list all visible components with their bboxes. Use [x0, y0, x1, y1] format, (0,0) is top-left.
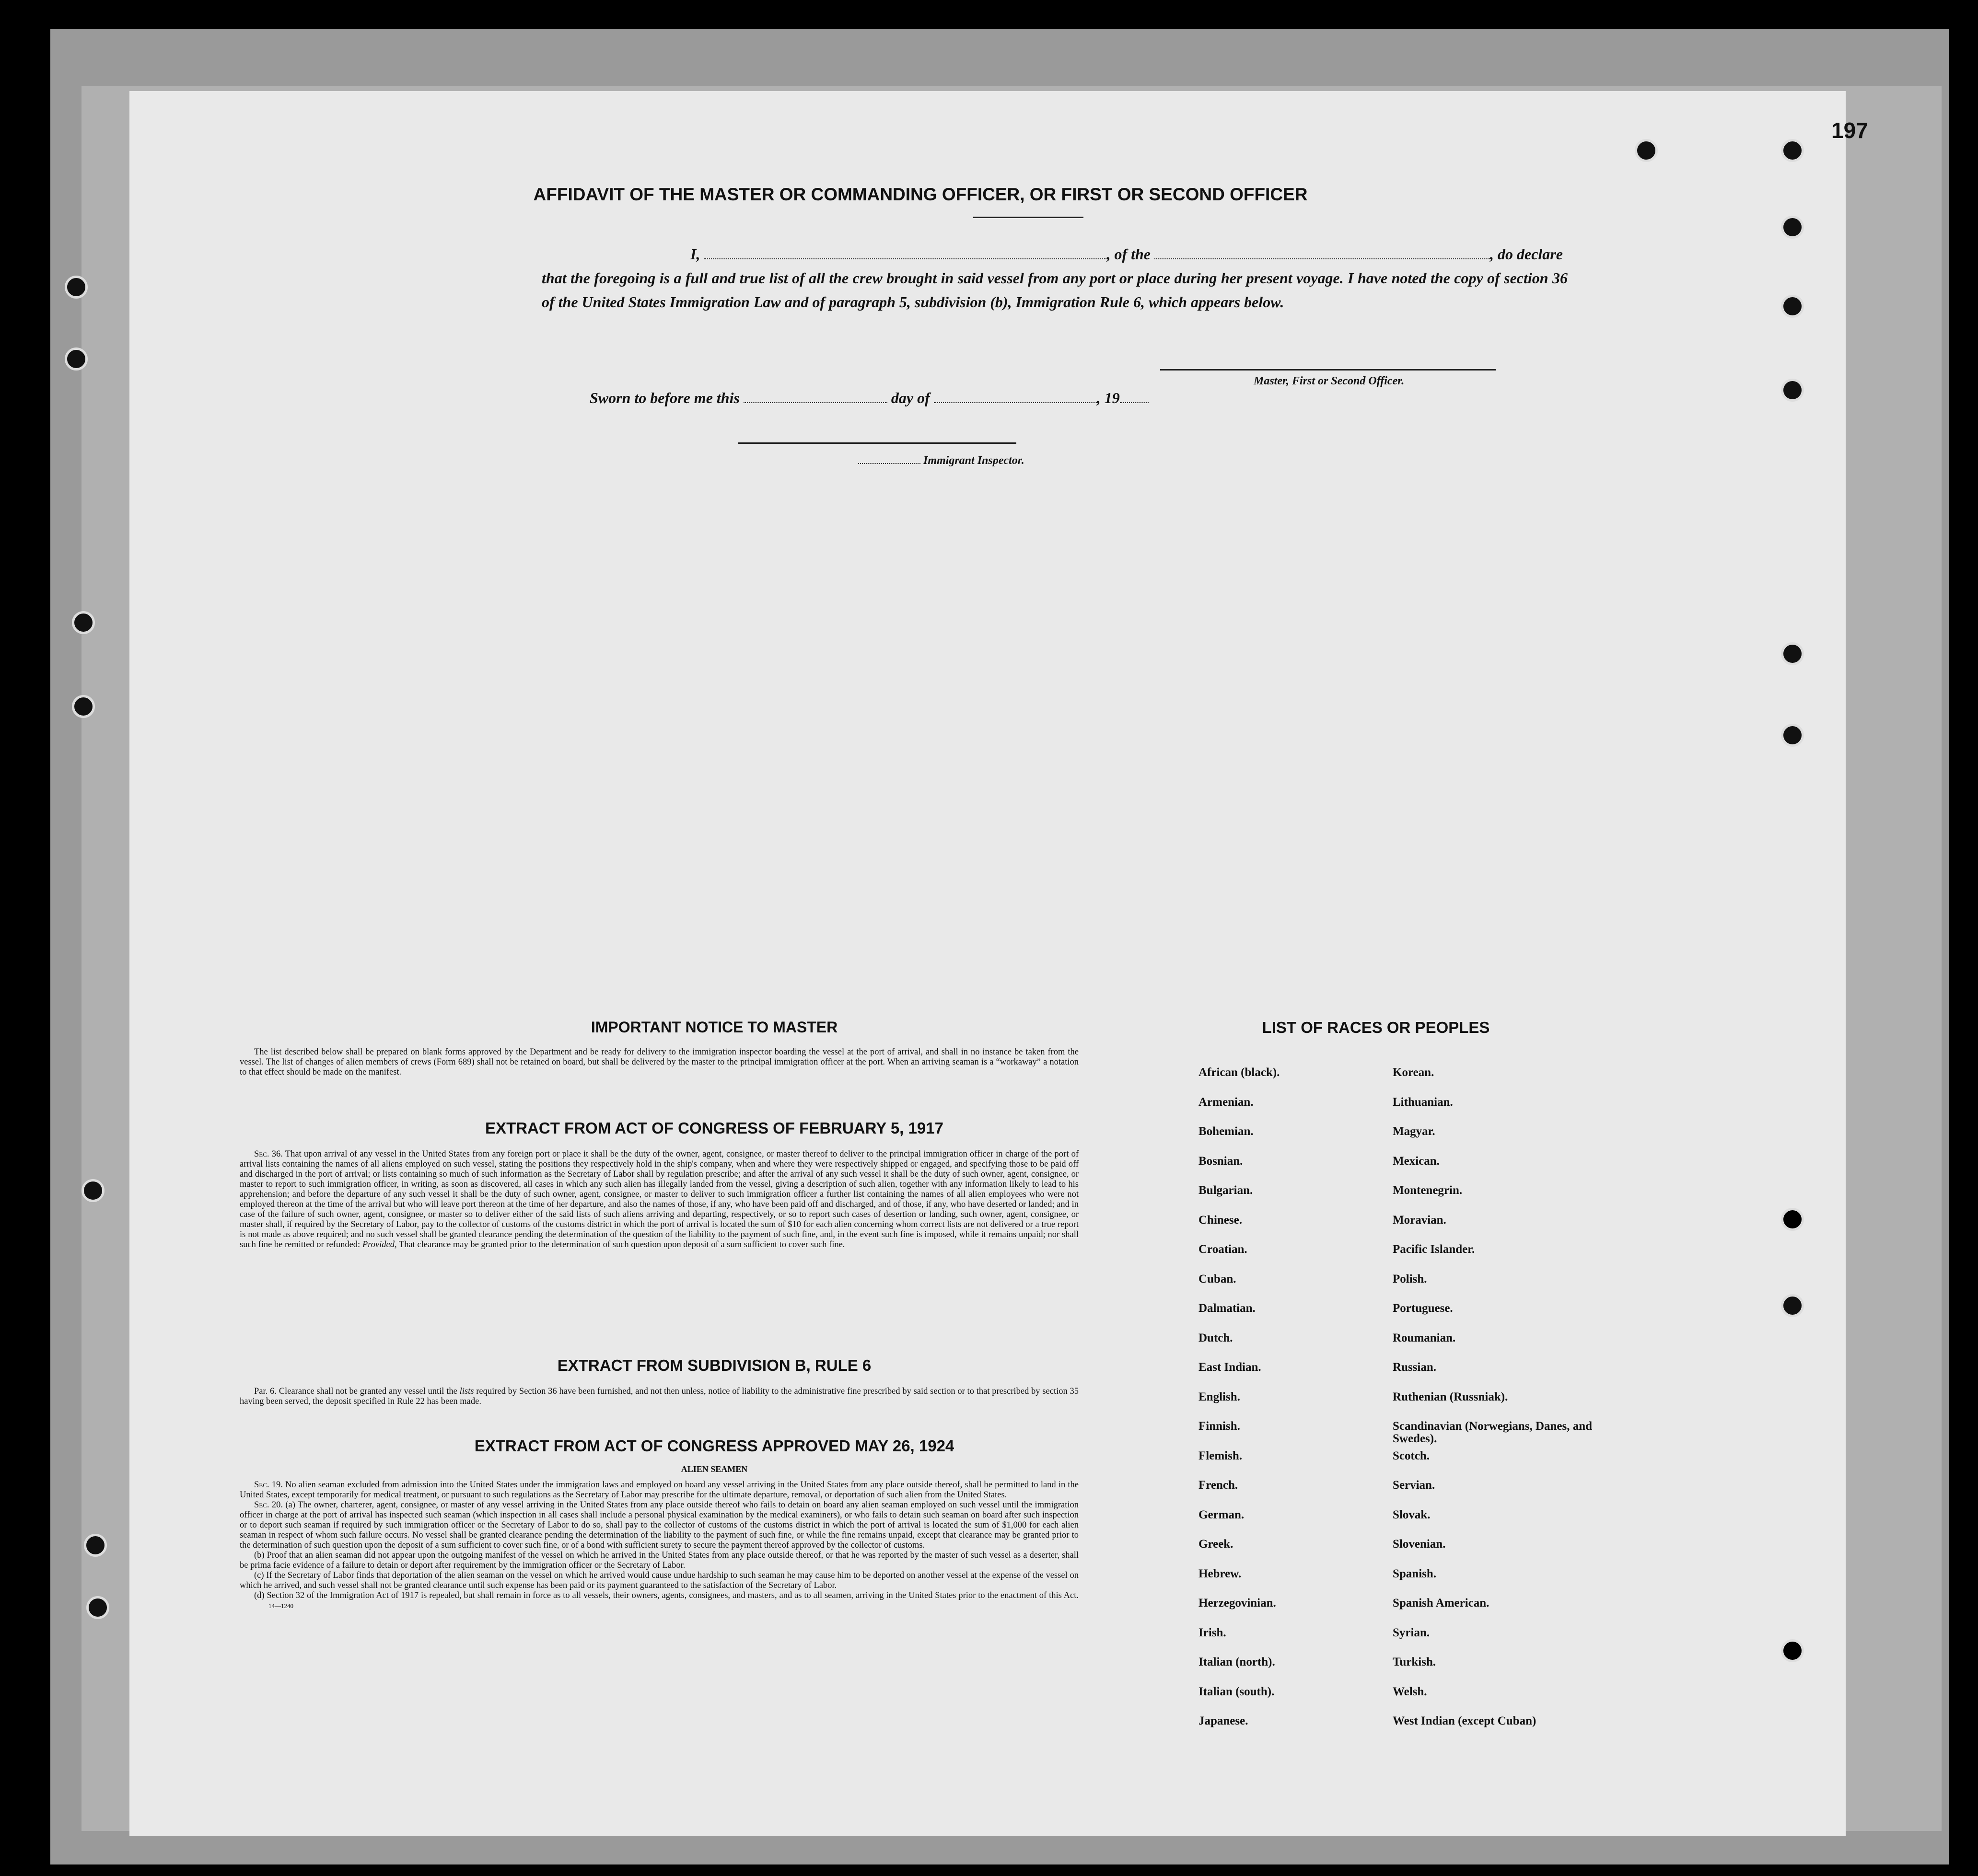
punch-hole [1781, 379, 1804, 402]
section-20d-text: (d) Section 32 of the Immigration Act of 1917 is repealed, but shall remain in force as to all vessels, their owners, agents, consignees, and masters, and as to all seamen, arriving in the United States prior to the enactment of this Act. [254, 1591, 1079, 1600]
inspector-label [858, 454, 1024, 467]
rule6-text-b: required by Section 36 have been furnished, and not then unless, notice of liability to the administrative fine prescribed by said section or to that prescribed by section 35 having been served, the deposit specified in Rule 22 has been made. [240, 1387, 1079, 1406]
section-20-label: Sec. 20. [254, 1500, 283, 1510]
sworn-month-field[interactable] [934, 402, 1097, 403]
extract-1917-text [240, 1149, 1079, 1250]
section-36-text-end: That clearance may be granted prior to the determination of such question upon deposit of a sum sufficient to cover such fine. [398, 1240, 845, 1250]
race-item: Servian. [1393, 1479, 1435, 1492]
race-item: Scandinavian (Norwegians, Danes, and Swedes). [1393, 1420, 1593, 1445]
punch-hole [1781, 642, 1804, 665]
race-item: Ruthenian (Russniak). [1393, 1390, 1508, 1403]
section-20a-text: (a) The owner, charterer, agent, consignee, or master of any vessel arriving in the United States from any place outside thereof who fails to detain on board any alien seaman employed on such vessel until the immigration officer in charge at the port of arrival has inspected such seaman (which inspection in all cases shall include a personal physical examination by the medical examiners), or who fails to detain such seaman on board after such inspection or to deport such seaman if required by such immigration officer or the Secretary of Labor to do so, shall pay to the collector of customs of the customs district in which the port of arrival is located the sum of $1,000 for each alien seaman in respect of whom such failure occurs. No vessel shall be granted clearance pending the determination of the liability to the payment of such fine, or while the fine remains unpaid, except that clearance may be granted prior to the determination of such question upon the deposit of a sum sufficient to cover such fine, or of a bond with sufficient surety to secure the payment thereof approved by the collector of customs. [240, 1500, 1079, 1550]
race-item: Korean. [1393, 1066, 1434, 1079]
race-item: East Indian. [1198, 1361, 1261, 1374]
punch-hole [1781, 1208, 1804, 1231]
section-19-text: No alien seaman excluded from admission into the United States under the immigration laws and employed on board any vessel arriving in the United States from any place outside thereof, shall be permitted to land in the United States, except temporarily for medical treatment, or pursuant to such regulations as the Secretary of Labor may prescribe for the ultimate departure, removal, or deportation of such alien from the United States. [240, 1480, 1079, 1500]
race-item: Turkish. [1393, 1656, 1436, 1668]
race-item: English. [1198, 1390, 1240, 1403]
inspector-dotted-lead [858, 463, 920, 464]
punch-hole [1781, 216, 1804, 239]
provided-label: Provided, [362, 1240, 397, 1250]
race-item: African (black). [1198, 1066, 1280, 1079]
race-item: Greek. [1198, 1538, 1233, 1551]
race-item: French. [1198, 1479, 1238, 1492]
race-item: Spanish American. [1393, 1597, 1489, 1610]
race-item: Irish. [1198, 1626, 1226, 1639]
race-item: Bohemian. [1198, 1125, 1254, 1138]
race-item: Pacific Islander. [1393, 1243, 1475, 1256]
notice-title: IMPORTANT NOTICE TO MASTER [591, 1019, 838, 1036]
binder-hole [72, 695, 95, 718]
race-item: Croatian. [1198, 1243, 1247, 1256]
race-item: Mexican. [1393, 1154, 1440, 1168]
declarant-prefix: I, [690, 245, 700, 263]
vessel-name-field[interactable] [1154, 258, 1490, 259]
punch-hole [1781, 1294, 1804, 1317]
binder-hole [72, 611, 95, 634]
race-item: Portuguese. [1393, 1302, 1453, 1315]
race-item: Italian (north). [1198, 1656, 1275, 1668]
races-column-2 [1393, 1066, 1594, 1745]
sworn-day-of: day of [891, 389, 930, 406]
binder-hole [84, 1534, 107, 1557]
section-19-label: Sec. 19. [254, 1480, 283, 1490]
extract-1917-title: EXTRACT FROM ACT OF CONGRESS OF FEBRUARY 5, 1917 [485, 1119, 943, 1137]
race-item: Moravian. [1393, 1213, 1446, 1227]
officer-signature-line[interactable] [1160, 369, 1496, 371]
sworn-year-field[interactable] [1120, 402, 1149, 403]
race-item: Lithuanian. [1393, 1095, 1453, 1109]
binder-hole [81, 1179, 105, 1202]
race-item: Bulgarian. [1198, 1184, 1253, 1197]
affidavit-declaration-line [542, 242, 1568, 266]
punch-hole [1781, 139, 1804, 162]
race-item: Magyar. [1393, 1125, 1435, 1138]
race-item: Syrian. [1393, 1626, 1430, 1639]
section-36-text: That upon arrival of any vessel in the United States from any foreign port or place it shall be the duty of the owner, agent, consignee, or master thereof to deliver to the principal immigration officer in charge of the port of arrival lists containing the names of all aliens employed on such vessel, stating the positions they respectively hold in the ship's company, when and where they were respectively shipped or engaged, and specifying those to be paid off and discharged in the port of arrival; or lists containing so much of such information as the Secretary of Labor shall by regulation prescribe; and after the arrival of any such vessel it shall be the duty of such owner, agent, consignee, or master to report to such immigration officer, in writing, as soon as discovered, all cases in which any such alien has illegally landed from the vessel, giving a description of such alien, together with any information likely to lead to his apprehension; and before the departure of any such vessel it shall be the duty of such owner, agent, consignee, or master to deliver to such immigration officer a further list containing the names of all alien employees who were not employed thereon at the time of the arrival but who will leave port thereon at the time of her departure, and also the names of those, if any, who have been paid off and discharged, and of those, if any, who have deserted or landed; and in case of the failure of such owner, agent, consignee, or master so to deliver either of the said lists of such aliens arriving and departing, respectively, or so to report such cases of desertion or landing, such owner, agent, consignee, or master shall, if required by the Secretary of Labor, pay to the collector of customs of the customs district in which the port of arrival is located the sum of $10 for each alien concerning whom correct lists are not delivered or a true report is not made as above required; and no such vessel shall be granted clearance pending the determination of the question of the liability to the payment of such fine, and, in the event such fine is imposed, while it remains unpaid; nor shall such fine be remitted or refunded: [240, 1149, 1079, 1250]
races-title: LIST OF RACES OR PEOPLES [1262, 1019, 1490, 1036]
section-20c: (c) If the Secretary of Labor finds that deportation of the alien seaman on the vessel on which he arrived would cause undue hardship to such seaman he may cause him to be deported on another vessel at the expense of the vessel on which he arrived, and such vessel shall not be granted clearance until such expense has been paid or its payment guaranteed to the satisfaction of the Secretary of Labor. [240, 1571, 1079, 1590]
race-item: Spanish. [1393, 1567, 1437, 1580]
race-item: Montenegrin. [1393, 1184, 1463, 1197]
inspector-label-text: Immigrant Inspector. [923, 454, 1024, 467]
rule6-text-a: Par. 6. Clearance shall not be granted any vessel until the [254, 1387, 457, 1396]
inspector-signature-line[interactable] [738, 442, 1016, 444]
page-number: 197 [1831, 118, 1868, 143]
race-item: Roumanian. [1393, 1331, 1456, 1344]
race-item: Slovak. [1393, 1508, 1431, 1521]
punch-hole [1781, 295, 1804, 318]
affidavit-title: AFFIDAVIT OF THE MASTER OR COMMANDING OFFICER, OR FIRST OR SECOND OFFICER [533, 185, 1308, 204]
race-item: Scotch. [1393, 1449, 1430, 1462]
of-the-text: , of the [1106, 245, 1151, 263]
race-item: Polish. [1393, 1272, 1427, 1285]
race-item: Flemish. [1198, 1449, 1242, 1462]
section-20d [240, 1591, 1079, 1611]
binder-hole [65, 347, 88, 371]
extract-rule6-text [240, 1387, 1079, 1407]
punch-hole [1635, 139, 1658, 162]
race-item: Italian (south). [1198, 1685, 1275, 1698]
binder-hole [86, 1596, 109, 1619]
sworn-prefix: Sworn to before me this [590, 389, 740, 406]
race-item: Welsh. [1393, 1685, 1427, 1698]
manifest-page [129, 91, 1868, 1836]
punch-hole [1781, 724, 1804, 747]
punch-hole [1781, 1639, 1804, 1662]
form-number: 14—1240 [268, 1602, 293, 1610]
race-item: Russian. [1393, 1361, 1437, 1374]
section-20a [240, 1500, 1079, 1551]
race-item: Herzegovinian. [1198, 1597, 1276, 1610]
race-item: Armenian. [1198, 1095, 1254, 1109]
notice-text: The list described below shall be prepared on blank forms approved by the Department and be ready for delivery to the immigration inspector boarding the vessel at the port of arrival, and shall in no instance be taken from the vessel. The list of changes of alien members of crews (Form 689) shall not be retained on board, but shall be delivered by the master to the principal immigration officer at the port. When an arriving seaman is a “workaway” a notation to that effect should be made on the manifest. [240, 1047, 1079, 1077]
race-item: German. [1198, 1508, 1245, 1521]
race-item: Chinese. [1198, 1213, 1242, 1227]
do-declare-text: , do declare [1490, 245, 1563, 263]
race-item: Dutch. [1198, 1331, 1233, 1344]
sworn-day-field[interactable] [744, 402, 887, 403]
race-item: Slovenian. [1393, 1538, 1446, 1551]
sworn-line [590, 389, 1149, 407]
officer-signature-label: Master, First or Second Officer. [1254, 375, 1405, 387]
section-19 [240, 1480, 1079, 1500]
section-36-label: Sec. 36. [254, 1149, 283, 1159]
rule6-lists-word: lists [459, 1387, 474, 1396]
race-item: West Indian (except Cuban) [1393, 1714, 1536, 1727]
race-item: Japanese. [1198, 1714, 1248, 1727]
extract-1924-title: EXTRACT FROM ACT OF CONGRESS APPROVED MAY 26, 1924 [474, 1437, 954, 1455]
section-20b: (b) Proof that an alien seaman did not appear upon the outgoing manifest of the vessel on which he arrived in the United States from any place outside thereof, or that he was reported by the master of such vessel as a deserter, shall be prima facie evidence of a failure to detain or deport after requirement by the immigration officer or the Secretary of Labor. [240, 1551, 1079, 1570]
affidavit-body [542, 242, 1568, 314]
affidavit-statement: that the foregoing is a full and true list of all the crew brought in said vessel from any port or place during her present voyage. I have noted the copy of section 36 of the United States Immigration Law and of paragraph 5, subdivision (b), Immigration Rule 6, which appears below. [542, 269, 1568, 311]
extract-rule6-title: EXTRACT FROM SUBDIVISION B, RULE 6 [557, 1356, 872, 1374]
sworn-year-prefix: , 19 [1096, 389, 1120, 406]
races-column-1 [1198, 1066, 1280, 1745]
declarant-name-field[interactable] [704, 258, 1106, 259]
race-item: Hebrew. [1198, 1567, 1242, 1580]
race-item: Cuban. [1198, 1272, 1236, 1285]
race-item: Finnish. [1198, 1420, 1240, 1433]
race-item: Bosnian. [1198, 1154, 1243, 1168]
title-rule [973, 217, 1083, 218]
binder-hole [65, 276, 88, 299]
race-item: Dalmatian. [1198, 1302, 1256, 1315]
extract-1924-text [240, 1480, 1079, 1611]
alien-seamen-subtitle: ALIEN SEAMEN [681, 1464, 748, 1474]
